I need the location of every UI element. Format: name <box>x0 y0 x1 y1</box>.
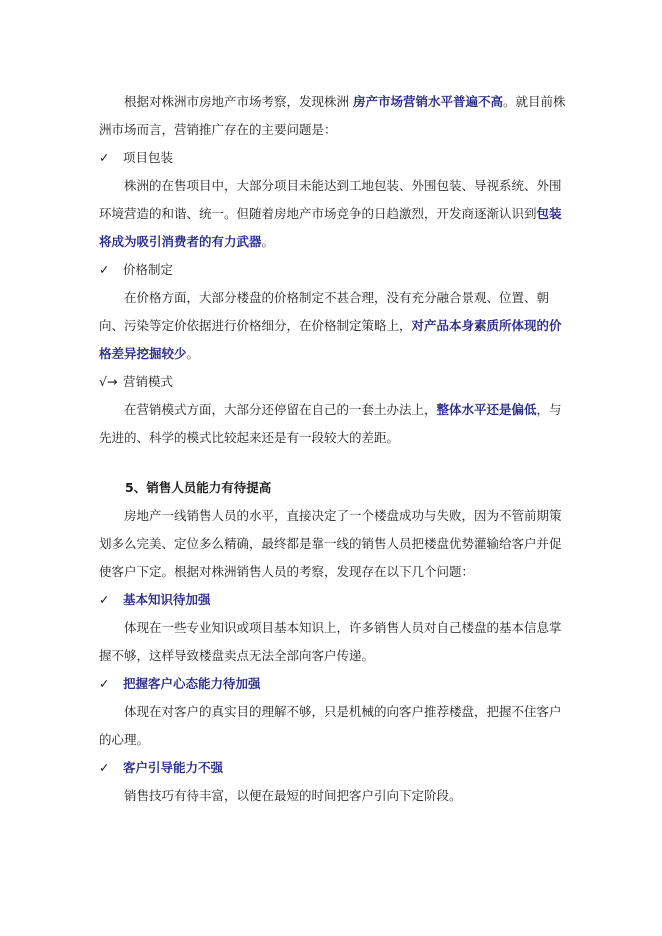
section-item-heading <box>99 586 569 614</box>
section-item-heading <box>99 754 569 782</box>
intro-paragraph <box>99 88 569 144</box>
section-item-heading <box>99 670 569 698</box>
item-after: ，与先进的、科学的模式比较起来还是有一段较大的差距。 <box>99 402 562 445</box>
item-paragraph-packaging <box>99 172 569 256</box>
item-after: 。 <box>186 346 200 361</box>
document-body <box>99 88 569 810</box>
section-title: 5、销售人员能力有待提高 <box>125 480 272 495</box>
section-item-text: 体现在一些专业知识或项目基本知识上，许多销售人员对自己楼盘的基本信息掌握不够，这样导致楼盘卖点无法全部向客户传递。 <box>99 620 562 663</box>
item-text: 在营销模式方面，大部分还停留在自己的一套土办法上， <box>124 402 437 417</box>
item-title: 营销模式 <box>123 374 174 389</box>
checkmark-icon: ✓ <box>99 262 110 277</box>
section-item-text: 销售技巧有待丰富，以便在最短的时间把客户引向下定阶段。 <box>124 788 462 803</box>
item-paragraph-marketing-mode <box>99 396 569 452</box>
section-item-title: 客户引导能力不强 <box>123 760 224 775</box>
checkmark-icon: ✓ <box>99 150 110 165</box>
item-text: 在价格方面，大部分楼盘的价格制定不甚合理，没有充分融合景观、位置、朝向、污染等定价依据进行价格细分，在价格制定策略上， <box>99 290 550 333</box>
item-highlight: 对产品本身素质所体现的价格差异挖掘较少 <box>99 318 562 361</box>
item-text: 株洲的在售项目中，大部分项目未能达到工地包装、外围包装、导视系统、外围环境营造的和谐、统一。但随着房地产市场竞争的日趋激烈，开发商逐渐认识到 <box>99 178 562 221</box>
item-heading-packaging <box>99 144 569 172</box>
check-arrow-icon: √→ <box>99 374 118 389</box>
checkmark-icon: ✓ <box>99 760 110 775</box>
checkmark-icon: ✓ <box>99 676 110 691</box>
item-heading-pricing <box>99 256 569 284</box>
item-paragraph-pricing <box>99 284 569 368</box>
item-after: 。 <box>261 234 275 249</box>
item-highlight: 包装将成为吸引消费者的有力武器 <box>99 206 562 249</box>
item-heading-marketing-mode <box>99 368 569 396</box>
item-title: 项目包装 <box>123 150 174 165</box>
intro-after: 。就目前株洲市场而言，营销推广存在的主要问题是： <box>99 94 566 137</box>
section-item-title: 把握客户心态能力待加强 <box>123 676 261 691</box>
item-title: 价格制定 <box>123 262 174 277</box>
intro-highlight: 房产市场营销水平普遍不高 <box>352 94 503 109</box>
section-item-title: 基本知识待加强 <box>123 592 211 607</box>
item-highlight: 整体水平还是偏低 <box>436 402 537 417</box>
section-intro: 房地产一线销售人员的水平，直接决定了一个楼盘成功与失败，因为不管前期策划多么完美、定位多么精确，最终都是靠一线的销售人员把楼盘优势灌输给客户并促使客户下定。根据对株洲销售人员的考察，发现存在以下几个问题： <box>99 508 562 579</box>
spacer <box>99 452 569 474</box>
checkmark-icon: ✓ <box>99 592 110 607</box>
intro-text: 根据对株洲市房地产市场考察，发现株洲 <box>124 94 353 109</box>
section-item-text: 体现在对客户的真实目的理解不够，只是机械的向客户推荐楼盘，把握不住客户的心理。 <box>99 704 562 747</box>
